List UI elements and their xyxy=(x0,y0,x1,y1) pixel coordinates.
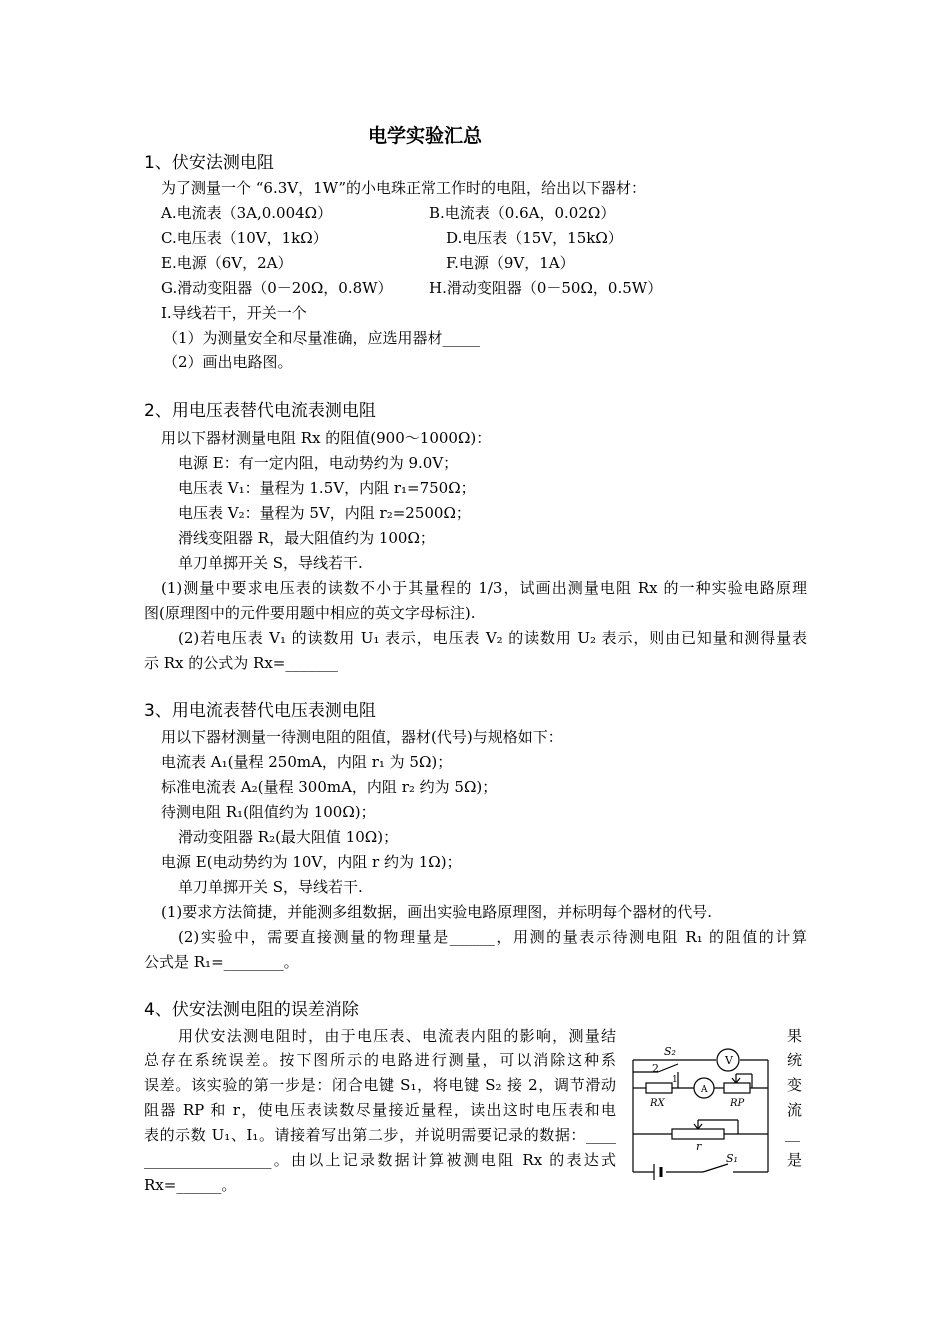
s3-intro: 用以下器材测量一待测电阻的阻值，器材(代号)与规格如下： xyxy=(161,728,563,746)
s2-line-2: 电压表 V₁：量程为 1.5V，内阻 r₁=750Ω； xyxy=(178,479,476,497)
s3-line-2: 标准电流表 A₂(量程 300mA，内阻 r₂ 约为 5Ω)； xyxy=(161,778,498,796)
s3-line-6: 单刀单掷开关 S，导线若干. xyxy=(178,878,363,896)
s4-line-7: Rx=______。 xyxy=(144,1176,237,1194)
s1-item-g: G.滑动变阻器（0－20Ω，0.8W） xyxy=(161,279,393,297)
switch-s2-label: S₂ xyxy=(664,1045,676,1058)
terminal-2-label: 2 xyxy=(652,1062,659,1075)
s3-line-1: 电流表 A₁(量程 250mA，内阻 r₁ 为 5Ω)； xyxy=(161,753,453,771)
section-2-heading: 2、用电压表替代电流表测电阻 xyxy=(144,401,376,421)
s4-right-char-6: 是 xyxy=(787,1151,803,1169)
circuit-diagram xyxy=(628,1036,773,1186)
s4-line-5: 表的示数 U₁、I₁。请接着写出第二步，并说明需要记录的数据：____ xyxy=(144,1126,616,1144)
section-3-heading: 3、用电流表替代电压表测电阻 xyxy=(144,701,376,721)
s1-item-e: E.电源（6V，2A） xyxy=(161,254,293,272)
s3-question-1: (1)要求方法简捷，并能测多组数据，画出实验电路原理图，并标明每个器材的代号. xyxy=(161,903,713,921)
s2-line-5: 单刀单掷开关 S，导线若干. xyxy=(178,554,363,572)
resistor-rx-label: RX xyxy=(650,1098,665,1109)
s1-intro: 为了测量一个 “6.3V，1W”的小电珠正常工作时的电阻，给出以下器材： xyxy=(161,179,647,197)
s4-right-char-5: __ xyxy=(785,1124,800,1142)
resistor-rp-label: RP xyxy=(730,1098,745,1109)
section-4-heading: 4、伏安法测电阻的误差消除 xyxy=(144,1000,359,1020)
s2-question-1a: (1)测量中要求电压表的读数不小于其量程的 1/3，试画出测量电阻 Rx 的一种实验电路原理 xyxy=(161,579,807,597)
s3-line-5: 电源 E(电动势约为 10V，内阻 r 约为 1Ω)； xyxy=(161,853,462,871)
s4-line-3: 误差。该实验的第一步是：闭合电键 S₁，将电键 S₂ 接 2，调节滑动 xyxy=(144,1076,616,1094)
s4-line-6: _________________。由以上记录数据计算被测电阻 Rx 的表达式 xyxy=(144,1151,616,1169)
s4-right-char-4: 流 xyxy=(787,1101,803,1119)
s1-item-b: B.电流表（0.6A，0.02Ω） xyxy=(429,204,616,222)
s4-line-4: 阻器 RP 和 r，使电压表读数尽量接近量程，读出这时电压表和电 xyxy=(144,1101,616,1119)
s1-item-i: I.导线若干，开关一个 xyxy=(161,304,307,322)
voltmeter-label: V xyxy=(725,1054,733,1067)
s2-line-4: 滑线变阻器 R，最大阻值约为 100Ω； xyxy=(178,529,435,547)
s4-line-2: 总存在系统误差。按下图所示的电路进行测量，可以消除这种系 xyxy=(144,1051,616,1069)
s2-question-2b: 示 Rx 的公式为 Rx=_______ xyxy=(144,654,338,672)
s4-right-char-3: 变 xyxy=(787,1076,803,1094)
s2-question-2a: (2)若电压表 V₁ 的读数用 U₁ 表示，电压表 V₂ 的读数用 U₂ 表示，则由已知量和测得量表 xyxy=(178,629,807,647)
s1-question-1: （1）为测量安全和尽量准确，应选用器材_____ xyxy=(163,329,481,347)
s2-question-1b: 图(原理图中的元件要用题中相应的英文字母标注). xyxy=(144,604,476,622)
s1-item-f: F.电源（9V，1A） xyxy=(446,254,575,272)
s3-question-2b: 公式是 R₁=________。 xyxy=(144,953,299,971)
switch-s1-label: S₁ xyxy=(726,1152,738,1165)
s3-question-2a: (2)实验中，需要直接测量的物理量是______，用测的量表示待测电阻 R₁ 的阻值的计算 xyxy=(178,928,807,946)
ammeter-label: A xyxy=(701,1085,708,1095)
s2-line-1: 电源 E：有一定内阻，电动势约为 9.0V； xyxy=(178,454,459,472)
s1-question-2: （2）画出电路图。 xyxy=(163,353,293,371)
section-1-heading: 1、伏安法测电阻 xyxy=(144,153,274,173)
s3-line-3: 待测电阻 R₁(阻值约为 100Ω)； xyxy=(161,803,376,821)
s4-right-char-1: 果 xyxy=(787,1027,803,1045)
s2-intro: 用以下器材测量电阻 Rx 的阻值(900～1000Ω)： xyxy=(161,429,492,447)
rheostat-r-label: r xyxy=(696,1140,702,1153)
terminal-1-label: 1 xyxy=(672,1075,678,1085)
s3-line-4: 滑动变阻器 R₂(最大阻值 10Ω)； xyxy=(178,828,399,846)
s1-item-c: C.电压表（10V，1kΩ） xyxy=(161,229,328,247)
s1-item-d: D.电压表（15V，15kΩ） xyxy=(446,229,623,247)
s4-line-1: 用伏安法测电阻时，由于电压表、电流表内阻的影响，测量结 xyxy=(178,1027,616,1045)
s4-right-char-2: 统 xyxy=(787,1051,803,1069)
s2-line-3: 电压表 V₂：量程为 5V，内阻 r₂=2500Ω； xyxy=(178,504,471,522)
s1-item-a: A.电流表（3A,0.004Ω） xyxy=(161,204,333,222)
s1-item-h: H.滑动变阻器（0－50Ω，0.5W） xyxy=(429,279,663,297)
page-title: 电学实验汇总 xyxy=(368,125,483,147)
